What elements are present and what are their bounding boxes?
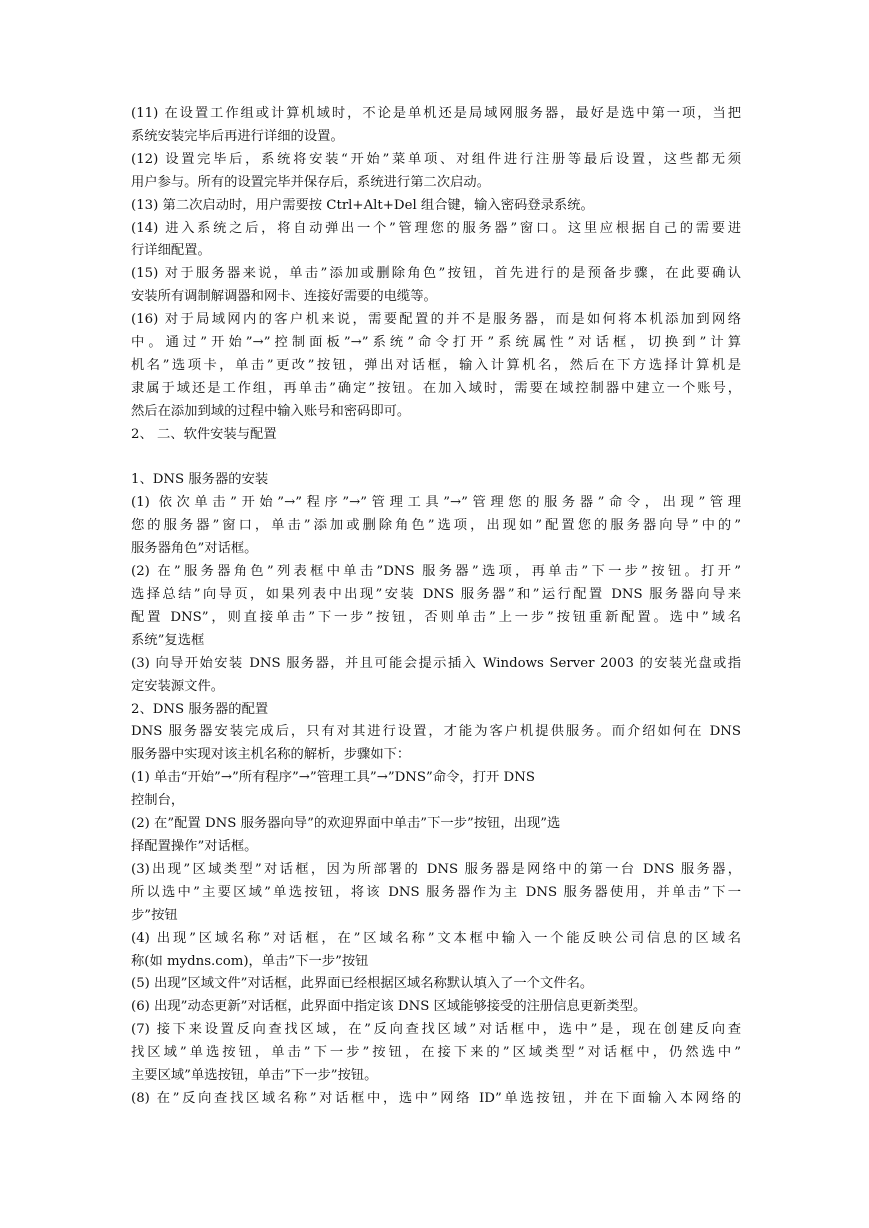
text-line: (1) 依次单击”开始”→”程序”→”管理工具”→”管理您的服务器”命令，出现”管理 [131, 495, 741, 511]
text-line: (4) 出现”区域名称”对话框，在”区域名称”文本框中输入一个能反映公司信息的区域名 [131, 930, 741, 946]
text-line: (11) 在设置工作组或计算机域时，不论是单机还是局域网服务器，最好是选中第一项，当把 [131, 106, 741, 121]
document-body [131, 103, 741, 1111]
text-line [131, 447, 741, 470]
text-line: (12) 设置完毕后，系统将安装“开始”菜单项、对组件进行注册等最后设置，这些都无须 [131, 151, 741, 167]
text-line: (3)出现”区域类型”对话框，因为所部署的 DNS 服务器是网络中的第一台 DNS 服务器， [131, 861, 741, 877]
text-line: 称(如 mydns.com)，单击”下一步”按钮 [131, 953, 369, 969]
text-line: 1、DNS 服务器的安装 [131, 472, 269, 488]
text-line: 择配置操作”对话框。 [131, 838, 258, 854]
text-line: (3) 向导开始安装 DNS 服务器，并且可能会提示插入 Windows Server 2003 的安装光盘或指 [131, 655, 741, 671]
text-line: (14) 进入系统之后，将自动弹出一个”管理您的服务器”窗口。这里应根据自己的需要进 [131, 220, 741, 236]
text-line: 2、DNS 服务器的配置 [131, 701, 269, 717]
text-line: 2、 二、软件安装与配置 [131, 426, 277, 442]
text-line: 配置 DNS”，则直接单击”下一步”按钮，否则单击”上一步”按钮重新配置。选中”域名 [131, 609, 741, 625]
text-line: (7) 接下来设置反向查找区域，在”反向查找区域”对话框中，选中”是，现在创建反向查 [131, 1022, 741, 1038]
text-line: (5) 出现”区域文件”对话框，此界面已经根据区域名称默认填入了一个文件名。 [131, 976, 594, 992]
text-line: 您的服务器”窗口，单击”添加或删除角色”选项，出现如”配置您的服务器向导”中的” [131, 518, 741, 534]
text-line: (6) 出现”动态更新”对话框，此界面中指定该 DNS 区域能够接受的注册信息更新类型。 [131, 999, 647, 1015]
text-line: 机名”选项卡，单击”更改”按钮，弹出对话框，输入计算机名，然后在下方选择计算机是 [131, 357, 741, 373]
text-line: (2) 在”配置 DNS 服务器向导”的欢迎界面中单击”下一步”按钮，出现”选 [131, 816, 561, 832]
text-line: (1) 单击“开始”→”所有程序”→”管理工具”→”DNS”命令，打开 DNS [131, 770, 535, 786]
text-line: 控制台， [131, 793, 185, 809]
text-line: DNS 服务器安装完成后，只有对其进行设置，才能为客户机提供服务。而介绍如何在 DNS [131, 724, 741, 740]
text-line: (13) 第二次启动时，用户需要按 Ctrl+Alt+Del 组合键，输入密码登录系统。 [131, 197, 594, 213]
text-line: 找区域”单选按钮，单击”下一步”按钮，在接下来的”区域类型”对话框中，仍然选中” [131, 1045, 741, 1061]
text-line: 隶属于域还是工作组，再单击”确定”按钮。在加入域时，需要在域控制器中建立一个账号， [131, 380, 741, 396]
text-line: 系统安装完毕后再进行详细的设置。 [131, 128, 344, 144]
text-line: 安装所有调制解调器和网卡、连接好需要的电缆等。 [131, 289, 437, 305]
text-line: (8) 在”反向查找区域名称”对话框中，选中”网络 ID”单选按钮，并在下面输入本网络的 [131, 1090, 741, 1106]
text-line: 然后在添加到域的过程中输入账号和密码即可。 [131, 403, 411, 419]
text-line: 主要区域”单选按钮，单击”下一步”按钮。 [131, 1068, 378, 1084]
text-line: (2) 在”服务器角色”列表框中单击”DNS 服务器”选项，再单击”下一步”按钮。打开” [131, 564, 741, 580]
text-line: 服务器中实现对该主机名称的解析，步骤如下： [131, 747, 411, 763]
text-line: 用户参与。所有的设置完毕并保存后，系统进行第二次启动。 [131, 174, 491, 190]
text-line: 步”按钮 [131, 907, 178, 923]
text-line: 所以选中”主要区域”单选按钮，将该 DNS 服务器作为主 DNS 服务器使用，并单击”下一 [131, 884, 741, 900]
text-line: 中。通过”开始”→”控制面板”→”系统”命令打开”系统属性”对话框，切换到”计算 [131, 335, 741, 351]
text-line: 服务器角色”对话框。 [131, 541, 258, 557]
text-line: 选择总结”向导页，如果列表中出现”安装 DNS 服务器”和”运行配置 DNS 服务器向导来 [131, 587, 741, 603]
text-line: 定安装源文件。 [131, 678, 225, 694]
text-line: (15) 对于服务器来说，单击”添加或删除角色”按钮，首先进行的是预备步骤，在此要确认 [131, 266, 741, 282]
text-line: (16) 对于局域网内的客户机来说，需要配置的并不是服务器，而是如何将本机添加到网络 [131, 312, 741, 328]
text-line: 行详细配置。 [131, 243, 211, 259]
text-line: 系统”复选框 [131, 632, 205, 648]
